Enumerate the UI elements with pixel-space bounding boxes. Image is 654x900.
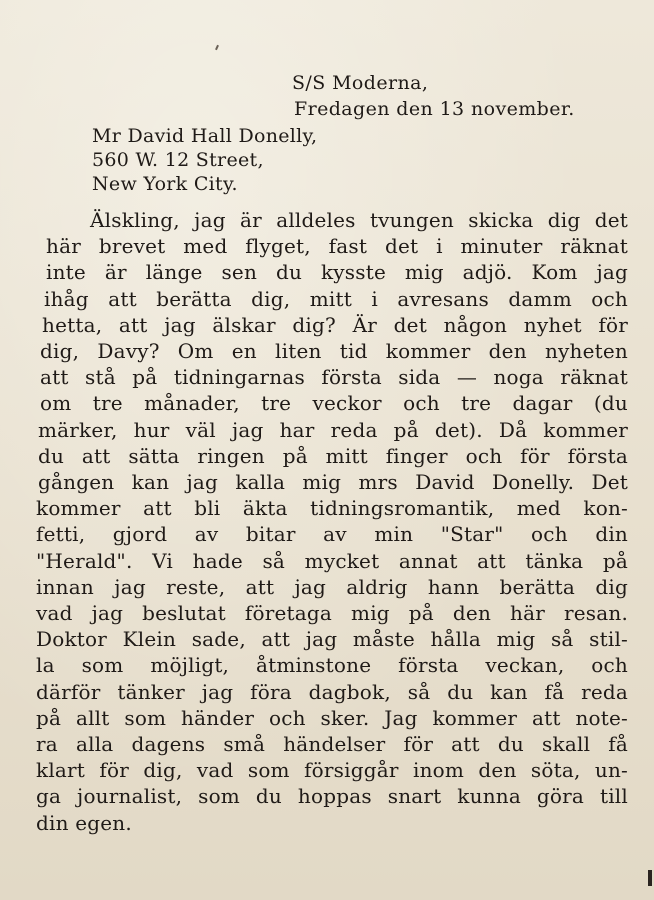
body-line: Doktor Klein sade, att jag måste hålla mig så stil- <box>36 627 628 652</box>
body-line: på allt som händer och sker. Jag kommer att note- <box>36 705 628 730</box>
dateline <box>292 70 632 122</box>
body-line: du att sätta ringen på mitt finger och för första <box>38 443 628 468</box>
body-line: kommer att bli äkta tidningsromantik, med kon- <box>36 496 628 521</box>
body-line: ihåg att berätta dig, mitt i avresans damm och <box>44 286 628 311</box>
body-line: ra alla dagens små händelser för att du skall få <box>36 732 628 757</box>
body-line: Älskling, jag är alldeles tvungen skicka dig det <box>90 208 628 232</box>
body-line: om tre månader, tre veckor och tre dagar (du <box>40 391 628 416</box>
body-line: därför tänker jag föra dagbok, så du kan få reda <box>36 679 628 704</box>
body-line: gången kan jag kalla mig mrs David Donelly. Det <box>38 470 628 495</box>
body-line: innan jag reste, att jag aldrig hann berätta dig <box>36 574 628 599</box>
letter-body <box>36 207 628 836</box>
body-line: vad jag beslutat företaga mig på den här resan. <box>36 601 628 626</box>
body-line: "Herald". Vi hade så mycket annat att tänka på <box>36 548 628 573</box>
recipient-name: Mr David Hall Donelly, <box>92 125 318 147</box>
body-line: ga journalist, som du hoppas snart kunna göra till <box>36 784 628 809</box>
recipient-street: 560 W. 12 Street, <box>92 149 264 171</box>
body-line: la som möjligt, åtminstone första veckan, och <box>36 653 628 678</box>
pencil-mark <box>215 45 219 50</box>
body-line: här brevet med flyget, fast det i minuter räknat <box>46 234 628 259</box>
body-line: dig, Davy? Om en liten tid kommer den nyheten <box>40 339 628 364</box>
body-line: hetta, att jag älskar dig? Är det någon nyhet för <box>42 312 628 337</box>
body-line-last: din egen. <box>36 810 132 835</box>
ship-name: S/S Moderna, <box>292 72 429 94</box>
body-line: att stå på tidningarnas första sida — noga räknat <box>40 365 628 390</box>
body-line: märker, hur väl jag har reda på det). Då kommer <box>38 417 628 442</box>
letter-date: Fredagen den 13 november. <box>294 98 575 120</box>
body-line: fetti, gjord av bitar av min "Star" och din <box>36 522 628 547</box>
page-edge-mark <box>648 870 652 886</box>
recipient-address <box>92 124 492 196</box>
body-line: klart för dig, vad som försiggår inom den söta, un- <box>36 758 628 783</box>
body-line: inte är länge sen du kysste mig adjö. Kom jag <box>46 260 628 285</box>
recipient-city: New York City. <box>92 173 238 195</box>
